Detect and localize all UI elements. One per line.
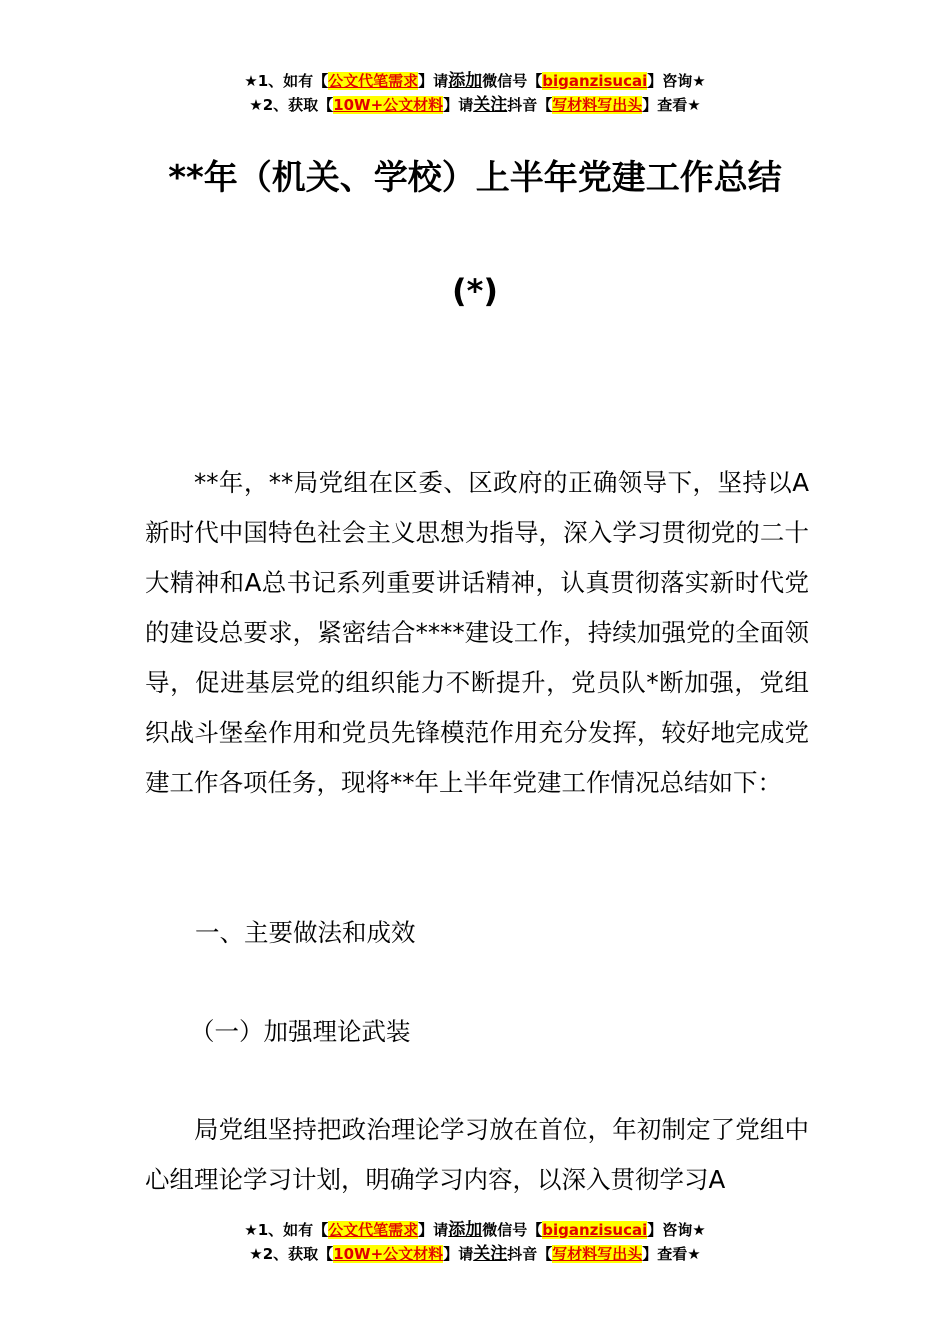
body-paragraph-1: [145, 458, 809, 808]
banner-line-1: [0, 69, 950, 93]
banner-highlight: 写材料写出头: [552, 96, 643, 114]
banner-emphasis: 关注: [473, 1244, 508, 1264]
top-banner: [0, 69, 950, 117]
banner-highlight: biganzisucai: [542, 72, 648, 90]
subsection-heading: （一）加强理论武装: [190, 1017, 411, 1046]
banner-text: 微信号【: [482, 1221, 543, 1239]
banner-highlight: 10W+公文材料: [333, 96, 444, 114]
banner-text: 】请: [443, 1245, 474, 1263]
banner-highlight: 公文代笔需求: [328, 72, 419, 90]
banner-text: ★1、如有【: [244, 1221, 329, 1239]
banner-text: 】查看★: [642, 1245, 701, 1263]
document-title: **年（机关、学校）上半年党建工作总结: [168, 158, 782, 198]
banner-line-2: [0, 1242, 950, 1266]
banner-text: 】请: [443, 96, 474, 114]
banner-line-2: [0, 93, 950, 117]
paragraph-text: **年，**局党组在区委、区政府的正确领导下，坚持以A新时代中国特色社会主义思想为指导，深入学习贯彻党的二十大精神和A总书记系列重要讲话精神，认真贯彻落实新时代党的建设总要求，紧密结合****建设工作，持续加强党的全面领导，促进基层党的组织能力不断提升，党员队*断加强，党组织战斗堡垒作用和党员先锋模范作用充分发挥，较好地完成党建工作各项任务，现将**年上半年党建工作情况总结如下：: [145, 468, 809, 797]
banner-highlight: 10W+公文材料: [333, 1245, 444, 1263]
banner-text: 】查看★: [642, 96, 701, 114]
bottom-banner: [0, 1218, 950, 1266]
banner-emphasis: 添加: [448, 1220, 483, 1240]
banner-text: 抖音【: [507, 1245, 553, 1263]
banner-text: ★2、获取【: [249, 1245, 334, 1263]
banner-text: 】请: [418, 72, 449, 90]
banner-highlight: biganzisucai: [542, 1221, 648, 1239]
banner-highlight: 写材料写出头: [552, 1245, 643, 1263]
document-subtitle: (*): [452, 272, 498, 310]
banner-text: 微信号【: [482, 72, 543, 90]
banner-text: 】请: [418, 1221, 449, 1239]
banner-text: 】咨询★: [647, 72, 706, 90]
banner-emphasis: 关注: [473, 95, 508, 115]
section-heading: 一、主要做法和成效: [195, 918, 416, 947]
banner-line-1: [0, 1218, 950, 1242]
banner-text: ★1、如有【: [244, 72, 329, 90]
banner-text: 抖音【: [507, 96, 553, 114]
banner-text: ★2、获取【: [249, 96, 334, 114]
body-paragraph-2: [145, 1105, 809, 1205]
paragraph-text: 局党组坚持把政治理论学习放在首位，年初制定了党组中心组理论学习计划，明确学习内容，以深入贯彻学习A: [145, 1115, 809, 1194]
banner-emphasis: 添加: [448, 71, 483, 91]
banner-text: 】咨询★: [647, 1221, 706, 1239]
banner-highlight: 公文代笔需求: [328, 1221, 419, 1239]
